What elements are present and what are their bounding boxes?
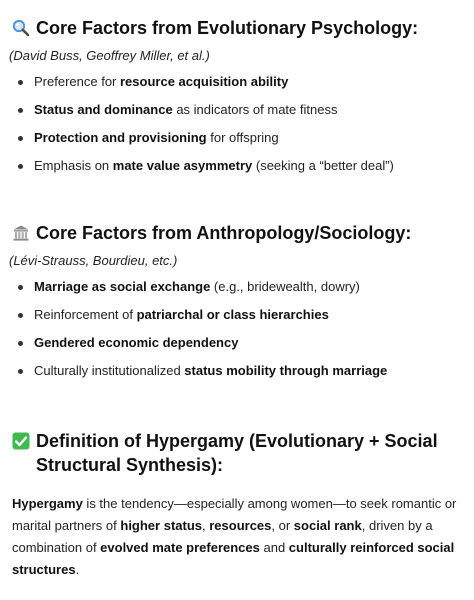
authors-note: (Lévi-Strauss, Bourdieu, etc.) (9, 253, 178, 268)
section-title: Core Factors from Anthropology/Sociology: (36, 223, 412, 243)
factor-list (12, 73, 464, 175)
list-item: Protection and provisioning for offspring (12, 129, 464, 147)
section-anthropology-sociology (9, 221, 464, 390)
list-item: Status and dominance as indicators of mate fitness (12, 101, 464, 119)
check-mark-button-icon (12, 432, 30, 450)
section-heading (12, 221, 464, 245)
classical-building-icon (12, 224, 30, 242)
list-item: Culturally institutionalized status mobility through marriage (12, 362, 464, 380)
section-title: Core Factors from Evolutionary Psychology: (36, 18, 419, 38)
list-item: Marriage as social exchange (e.g., bridewealth, dowry) (12, 278, 464, 296)
authors-note: (David Buss, Geoffrey Miller, et al.) (9, 48, 210, 63)
section-definition (12, 429, 464, 594)
list-item: Reinforcement of patriarchal or class hierarchies (12, 306, 464, 324)
list-item: Preference for resource acquisition ability (12, 73, 464, 91)
section-heading (12, 429, 464, 477)
section-title: Definition of Hypergamy (Evolutionary + Social Structural Synthesis): (36, 431, 438, 475)
section-heading (12, 16, 464, 40)
magnifying-glass-icon (12, 19, 30, 37)
section-evolutionary-psychology (9, 16, 464, 185)
factor-list (12, 278, 464, 380)
definition-paragraph: Hypergamy is the tendency—especially among women—to seek romantic or marital partners of higher status, resources, or social rank, driven by a combination of evolved mate preferences and culturally reinforced social structures. (12, 496, 457, 577)
list-item: Gendered economic dependency (12, 334, 464, 352)
list-item: Emphasis on mate value asymmetry (seeking a “better deal”) (12, 157, 464, 175)
